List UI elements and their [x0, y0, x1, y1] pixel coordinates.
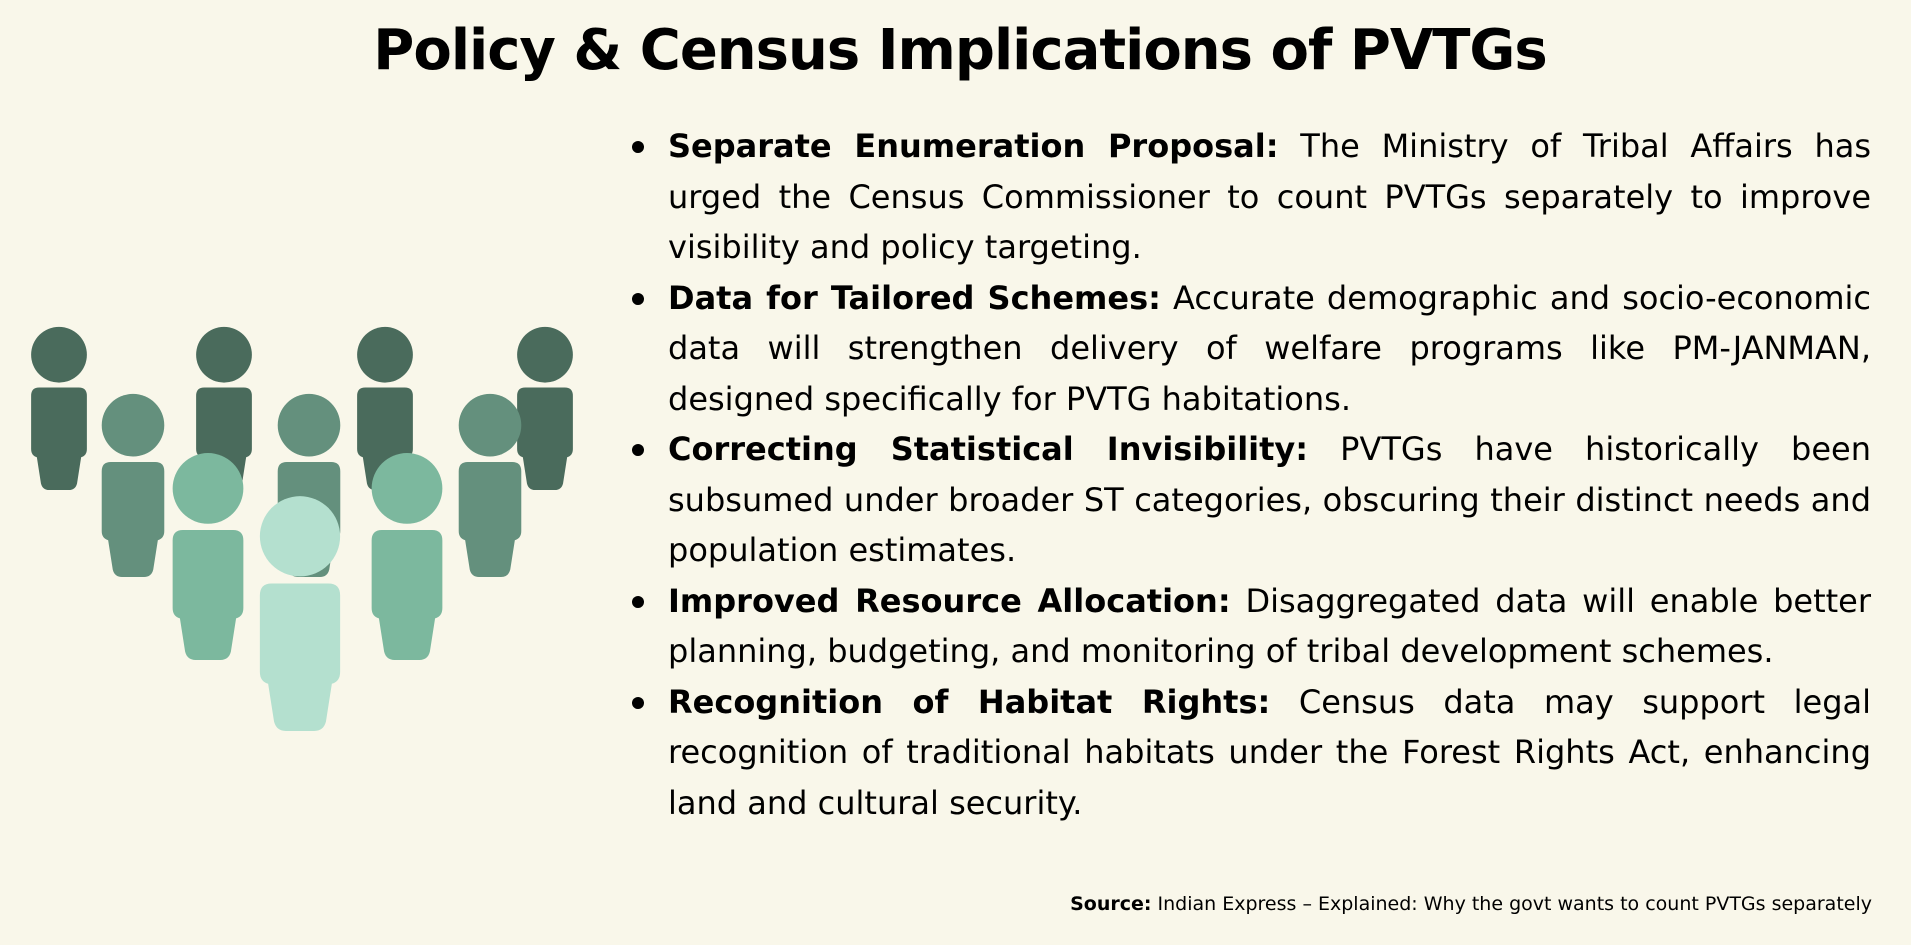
bullet-list	[628, 121, 1871, 828]
person-back-4-icon	[517, 327, 573, 490]
list-item	[628, 677, 1871, 829]
people-group-icon	[10, 285, 595, 785]
source-label: Source:	[1070, 893, 1152, 915]
bullet-heading: Correcting Statistical Invisibility:	[668, 430, 1309, 468]
bullet-dot-icon	[632, 293, 644, 305]
source-citation	[1070, 893, 1872, 915]
bullet-text: PVTGs have historically been subsumed under broader ST categories, obscuring their distinct needs and population estimates.	[668, 430, 1872, 569]
bullet-dot-icon	[632, 596, 644, 608]
bullet-text: Disaggregated data will enable better planning, budgeting, and monitoring of tribal development schemes.	[668, 581, 1872, 670]
bullet-dot-icon	[632, 697, 644, 709]
person-front-icon	[260, 496, 340, 731]
bullet-heading: Data for Tailored Schemes:	[668, 278, 1161, 317]
page-title: Policy & Census Implications of PVTGs	[373, 18, 1547, 83]
bullet-text: The Ministry of Tribal Affairs has urged the Census Commissioner to count PVTGs separately to improve visibility and policy targeting.	[668, 127, 1872, 266]
bullet-dot-icon	[632, 141, 644, 153]
list-item	[628, 424, 1871, 576]
bullet-heading: Separate Enumeration Proposal:	[668, 127, 1279, 165]
list-item	[628, 273, 1871, 425]
person-second-3-icon	[459, 394, 522, 577]
bullet-text: Census data may support legal recognition of traditional habitats under the Forest Rights Act, enhancing land and cultural security.	[668, 682, 1872, 822]
person-back-1-icon	[31, 327, 87, 490]
person-third-2-icon	[372, 453, 443, 660]
bullet-dot-icon	[632, 444, 644, 456]
source-text: Indian Express – Explained: Why the govt wants to count PVTGs separately	[1157, 893, 1872, 915]
person-third-1-icon	[173, 453, 244, 660]
bullet-heading: Improved Resource Allocation:	[668, 581, 1231, 620]
bullet-text: Accurate demographic and socio-economic data will strengthen delivery of welfare programs like PM-JANMAN, designed specifically for PVTG habitations.	[668, 278, 1872, 418]
list-item	[628, 121, 1871, 273]
list-item	[628, 576, 1871, 677]
person-second-1-icon	[102, 394, 165, 577]
bullet-heading: Recognition of Habitat Rights:	[668, 682, 1271, 721]
